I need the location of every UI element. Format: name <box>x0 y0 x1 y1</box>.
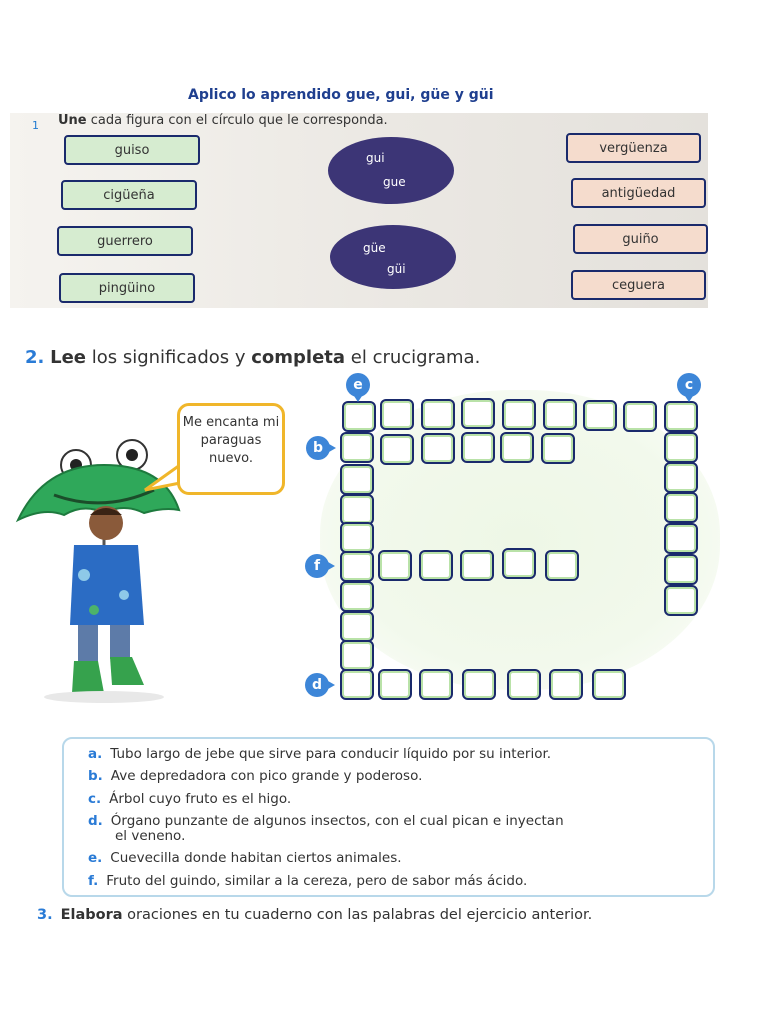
crossword-cell[interactable] <box>502 548 536 579</box>
speech-bubble: Me encanta mi paraguas nuevo. <box>177 403 285 495</box>
crossword-cell[interactable] <box>340 551 374 582</box>
definition-d <box>88 814 564 829</box>
heading-text-1: los significados y <box>86 347 252 368</box>
heading-lee: Lee <box>50 347 86 368</box>
crossword-cell[interactable] <box>340 611 374 642</box>
crossword-cell[interactable] <box>340 640 374 671</box>
definition-letter: b. <box>88 768 103 784</box>
crossword-cell[interactable] <box>419 550 453 581</box>
exercise-2-heading <box>25 347 480 368</box>
crossword-cell[interactable] <box>380 399 414 430</box>
definition-a <box>88 747 551 762</box>
page-title: Aplico lo aprendido gue, gui, güe y güi <box>188 87 494 103</box>
definition-text: Cuevecilla donde habitan ciertos animales. <box>110 850 402 866</box>
exercise-1-number: 1 <box>32 119 39 132</box>
crossword-cell[interactable] <box>507 669 541 700</box>
crossword-cell[interactable] <box>340 669 374 700</box>
crossword-cell[interactable] <box>664 554 698 585</box>
crossword-cell[interactable] <box>378 550 412 581</box>
definition-d-continued <box>115 829 185 844</box>
definition-text: Tubo largo de jebe que sirve para conducir líquido por su interior. <box>110 746 552 762</box>
heading-completa: completa <box>251 347 346 368</box>
crossword-cell[interactable] <box>502 399 536 430</box>
crossword-cell[interactable] <box>380 434 414 465</box>
marker-e: e <box>346 373 370 397</box>
word-box-guiso[interactable]: guiso <box>64 135 200 165</box>
crossword-cell[interactable] <box>592 669 626 700</box>
crossword-cell[interactable] <box>664 401 698 432</box>
marker-d: d <box>305 673 329 697</box>
crossword-cell[interactable] <box>583 400 617 431</box>
oval-label-güi: güi <box>387 262 406 276</box>
crossword-cell[interactable] <box>460 550 494 581</box>
crossword-cell[interactable] <box>461 398 495 429</box>
definition-b <box>88 769 422 784</box>
crossword-cell[interactable] <box>340 581 374 612</box>
word-box-antigüedad[interactable]: antigüedad <box>571 178 706 208</box>
crossword-cell[interactable] <box>664 432 698 463</box>
crossword-cell[interactable] <box>664 492 698 523</box>
definition-letter: f. <box>88 873 99 889</box>
definition-text: Ave depredadora con pico grande y poderoso. <box>110 768 423 784</box>
crossword-cell[interactable] <box>342 401 376 432</box>
word-box-ceguera[interactable]: ceguera <box>571 270 706 300</box>
exercise-3-number: 3. <box>37 907 53 923</box>
definition-letter: d. <box>88 813 103 829</box>
oval-label-güe: güe <box>363 241 386 255</box>
definition-text: Fruto del guindo, similar a la cereza, pero de sabor más ácido. <box>106 873 528 889</box>
word-box-guerrero[interactable]: guerrero <box>57 226 193 256</box>
word-box-vergüenza[interactable]: vergüenza <box>566 133 701 163</box>
exercise-2-number: 2. <box>25 347 45 368</box>
crossword-cell[interactable] <box>419 669 453 700</box>
definition-e <box>88 851 402 866</box>
oval-label-gue: gue <box>383 175 406 189</box>
heading-text-2: el crucigrama. <box>345 347 481 368</box>
instruction-verb: Une <box>58 113 87 128</box>
definition-text: el veneno. <box>115 828 186 844</box>
marker-c: c <box>677 373 701 397</box>
crossword-cell[interactable] <box>543 399 577 430</box>
definition-c <box>88 792 291 807</box>
marker-b: b <box>306 436 330 460</box>
oval-gui-gue[interactable] <box>328 137 454 204</box>
crossword-cell[interactable] <box>500 432 534 463</box>
crossword-cell[interactable] <box>340 432 374 463</box>
definition-letter: e. <box>88 850 103 866</box>
word-box-cigüeña[interactable]: cigüeña <box>61 180 197 210</box>
definition-text: Árbol cuyo fruto es el higo. <box>109 791 292 807</box>
exercise-3-text: oraciones en tu cuaderno con las palabras del ejercicio anterior. <box>122 907 593 923</box>
word-box-pingüino[interactable]: pingüino <box>59 273 195 303</box>
crossword-cell[interactable] <box>340 494 374 525</box>
crossword-cell[interactable] <box>623 401 657 432</box>
crossword-cell[interactable] <box>461 432 495 463</box>
crossword-cell[interactable] <box>421 433 455 464</box>
oval-güe-güi[interactable] <box>330 225 456 289</box>
exercise-3-verb: Elabora <box>60 907 123 923</box>
crossword-cell[interactable] <box>541 433 575 464</box>
exercise-1-instruction <box>58 113 388 128</box>
word-box-guiño[interactable]: guiño <box>573 224 708 254</box>
definition-letter: c. <box>88 791 102 807</box>
crossword-cell[interactable] <box>664 462 698 493</box>
oval-label-gui: gui <box>366 151 385 165</box>
crossword-cell[interactable] <box>378 669 412 700</box>
crossword-cell[interactable] <box>549 669 583 700</box>
crossword-cell[interactable] <box>421 399 455 430</box>
definition-f <box>88 874 527 889</box>
crossword-cell[interactable] <box>664 523 698 554</box>
exercise-3-instruction <box>37 907 592 923</box>
definition-letter: a. <box>88 746 103 762</box>
crossword-cell[interactable] <box>664 585 698 616</box>
instruction-text: cada figura con el círculo que le corresponda. <box>86 113 388 128</box>
crossword-cell[interactable] <box>462 669 496 700</box>
crossword-cell[interactable] <box>340 464 374 495</box>
definition-text: Órgano punzante de algunos insectos, con el cual pican e inyectan <box>110 813 564 829</box>
marker-f: f <box>305 554 329 578</box>
crossword-cell[interactable] <box>340 522 374 553</box>
crossword-cell[interactable] <box>545 550 579 581</box>
